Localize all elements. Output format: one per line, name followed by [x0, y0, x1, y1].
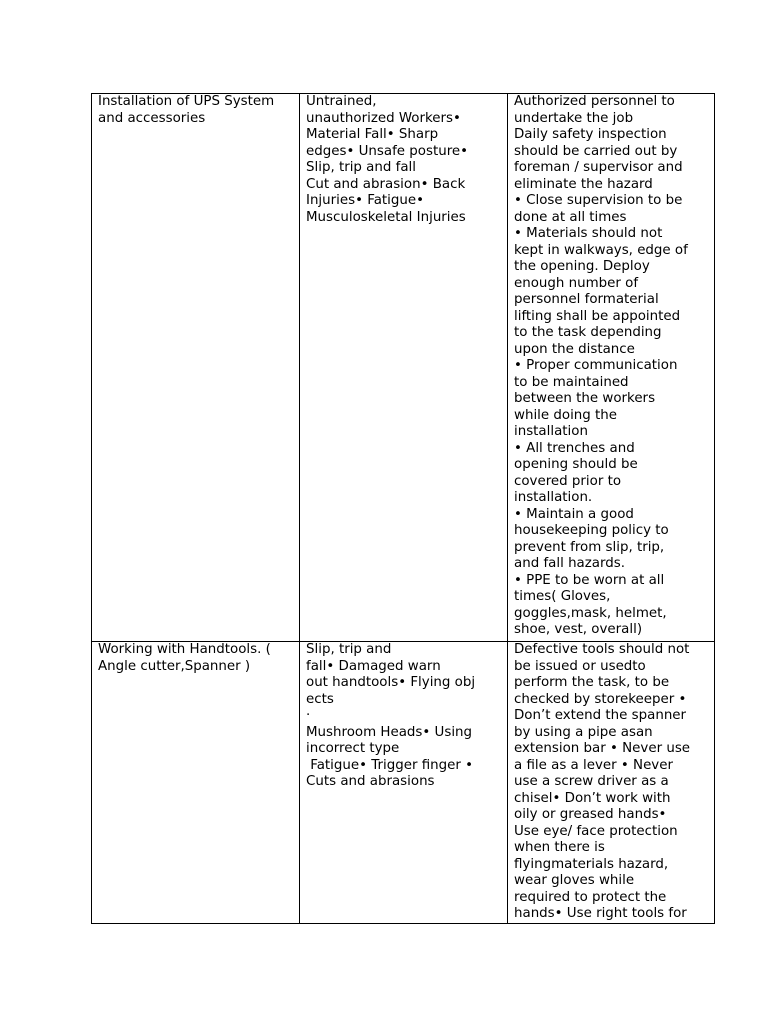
control-line: • PPE to be worn at all [514, 572, 665, 588]
control-line: while doing the [514, 407, 618, 423]
hazard-line: Fatigue• Trigger finger • [306, 757, 474, 773]
table-row [92, 94, 715, 642]
control-line: • Close supervision to be [514, 193, 683, 208]
control-line: perform the task, to be [514, 675, 670, 690]
control-line: be issued or usedto [514, 658, 646, 674]
hazard-line: Injuries• Fatigue• [306, 193, 425, 208]
control-line: installation [514, 424, 588, 439]
control-line: done at all times [514, 209, 627, 225]
control-line: Defective tools should not [514, 642, 690, 657]
hazard-line: Mushroom Heads• Using [306, 724, 473, 740]
control-line: goggles,mask, helmet, [514, 605, 667, 621]
activity-cell [92, 94, 300, 642]
control-line: housekeeping policy to [514, 523, 669, 538]
control-line: shoe, vest, overall) [514, 622, 643, 637]
control-line: between the workers [514, 391, 656, 406]
control-line: kept in walkways, edge of [514, 242, 688, 258]
control-line: • Proper communication [514, 358, 678, 373]
control-line: Use eye/ face protection [514, 823, 678, 839]
control-line: wear gloves while [514, 873, 635, 888]
control-line: • All trenches and [514, 440, 635, 456]
control-line: extension bar • Never use [514, 741, 691, 756]
control-line: oily or greased hands• [514, 807, 667, 822]
hazard-cell [300, 642, 508, 924]
control-line: checked by storekeeper • [514, 691, 687, 707]
control-line: lifting shall be appointed [514, 308, 681, 324]
hazard-line: Musculoskeletal Injuries [306, 209, 466, 225]
hazard-line: unauthorized Workers• [306, 110, 461, 126]
hazard-line: Untrained, [306, 94, 377, 109]
hazard-line: fall• Damaged warn [306, 658, 441, 674]
activity-cell [92, 642, 300, 924]
control-line: Don’t extend the spanner [514, 708, 687, 723]
control-line: to the task depending [514, 325, 662, 340]
control-line: times( Gloves, [514, 589, 611, 604]
control-line: when there is [514, 840, 605, 855]
hazard-line: Slip, trip and fall [306, 160, 416, 175]
hazard-cell [300, 94, 508, 642]
control-line: prevent from slip, trip, [514, 539, 665, 555]
control-line: upon the distance [514, 341, 635, 357]
control-line: eliminate the hazard [514, 176, 653, 192]
hazard-line: Material Fall• Sharp [306, 127, 439, 142]
control-line: • Materials should not [514, 226, 663, 241]
hazard-line: out handtools• Flying obj [306, 675, 476, 690]
hazard-line: Cuts and abrasions [306, 774, 435, 789]
control-line: personnel formaterial [514, 292, 659, 307]
hazard-line: ects [306, 691, 334, 707]
control-cell [508, 642, 715, 924]
hazard-line: edges• Unsafe posture• [306, 143, 469, 159]
activity-line: and accessories [98, 110, 206, 126]
control-line: chisel• Don’t work with [514, 790, 671, 806]
hazard-control-table [91, 93, 715, 924]
activity-line: Angle cutter,Spanner ) [98, 658, 251, 674]
hazard-line: · [306, 708, 311, 723]
hazard-line: incorrect type [306, 741, 400, 756]
control-line: should be carried out by [514, 143, 678, 159]
control-line: by using a pipe asan [514, 724, 653, 740]
control-line: opening should be [514, 457, 638, 472]
hazard-line: Slip, trip and [306, 642, 392, 657]
control-line: undertake the job [514, 110, 634, 126]
table-row [92, 642, 715, 924]
activity-line: Working with Handtools. ( [98, 642, 271, 657]
control-line: a file as a lever • Never [514, 757, 673, 773]
control-line: Authorized personnel to [514, 94, 675, 109]
control-line: to be maintained [514, 374, 629, 390]
control-line: flyingmaterials hazard, [514, 856, 669, 872]
control-line: and fall hazards. [514, 556, 625, 571]
control-line: covered prior to [514, 473, 622, 489]
control-cell [508, 94, 715, 642]
activity-line: Installation of UPS System [98, 94, 275, 109]
hazard-line: Cut and abrasion• Back [306, 176, 466, 192]
control-line: hands• Use right tools for [514, 906, 687, 921]
control-line: installation. [514, 490, 593, 505]
control-line: use a screw driver as a [514, 774, 669, 789]
control-line: enough number of [514, 275, 639, 291]
control-line: the opening. Deploy [514, 259, 650, 274]
control-line: • Maintain a good [514, 506, 634, 522]
control-line: required to protect the [514, 889, 667, 905]
control-line: Daily safety inspection [514, 127, 667, 142]
control-line: foreman / supervisor and [514, 160, 683, 175]
